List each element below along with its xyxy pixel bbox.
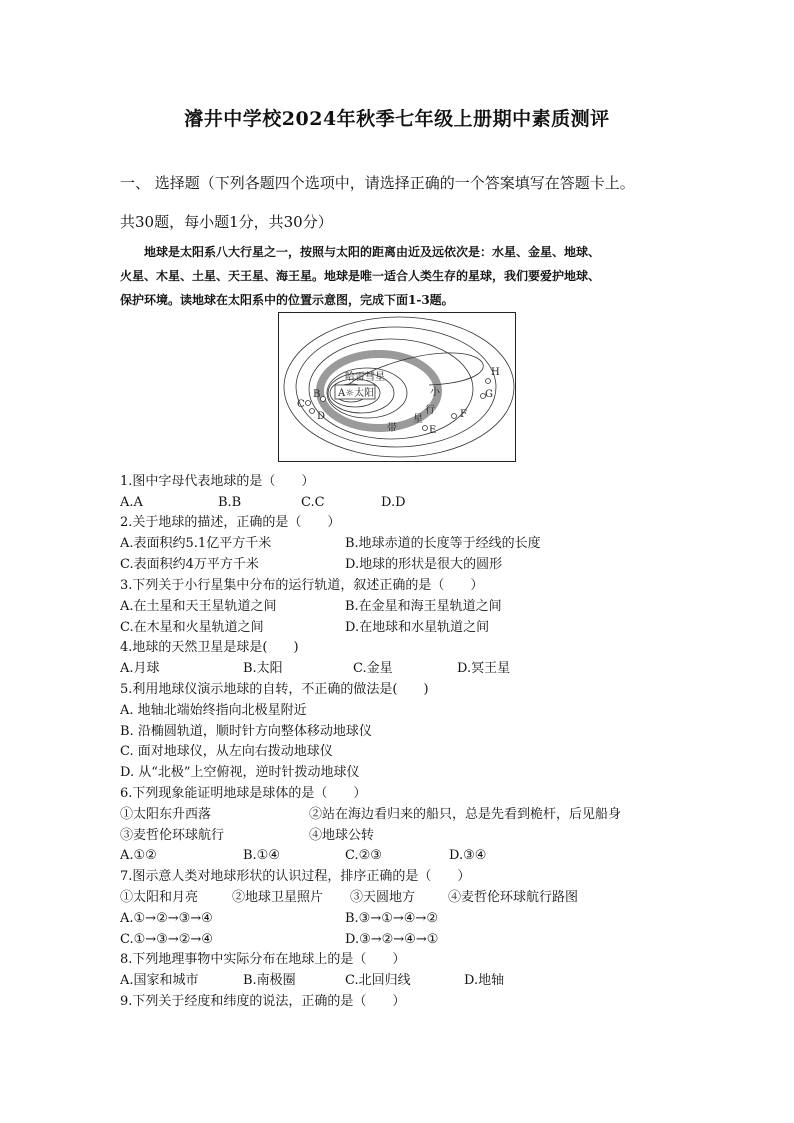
question-stem: 6.下列现象能证明地球是球体的是（ ） [120, 786, 367, 801]
answer-option: A.月球 [120, 661, 160, 676]
question-stem: 5.利用地球仪演示地球的自转，不正确的做法是( ) [120, 682, 429, 697]
answer-option: C.表面积约4万平方千米 [120, 557, 259, 572]
comet-label: 哈雷彗星 [345, 372, 385, 383]
answer-option: A.国家和城市 [120, 973, 199, 988]
question-stem: 8.下列地理事物中实际分布在地球上的是（ ） [120, 952, 406, 967]
question-stem: 7.图示意人类对地球形状的认识过程，排序正确的是（ ） [120, 869, 471, 884]
answer-option: D.地球的形状是很大的圆形 [345, 557, 503, 572]
asteroid-belt-label: 星 [413, 414, 423, 425]
asteroid-belt-label: 小 [430, 387, 440, 398]
answer-option: C.②③ [345, 848, 382, 863]
planet-label-d: D [317, 411, 326, 422]
planet-marker-b [321, 397, 326, 402]
passage-line: 保护环境。读地球在太阳系中的位置示意图，完成下面1-3题。 [120, 293, 454, 307]
solar-system-svg [279, 313, 515, 461]
planet-label-h: H [491, 367, 500, 378]
page-title: 濬井中学校2024年秋季七年级上册期中素质测评 [184, 108, 610, 130]
answer-option: B.①④ [243, 848, 280, 863]
answer-option: C.在木星和火星轨道之间 [120, 620, 264, 635]
asteroid-belt-label: 带 [387, 423, 397, 434]
answer-option: D. 从“北极”上空俯视，逆时针拨动地球仪 [120, 765, 360, 780]
statement-item: ①太阳和月亮 [120, 890, 199, 905]
sun-label: A☼太阳 [338, 388, 375, 399]
reading-passage [120, 240, 685, 312]
statement-item: ②地球卫星照片 [232, 890, 324, 905]
answer-option: B. 沿椭圆轨道，顺时针方向整体移动地球仪 [120, 724, 372, 739]
passage-line: 火星、木星、土星、天王星、海王星。地球是唯一适合人类生存的星球，我们要爱护地球、 [120, 269, 601, 283]
question-stem: 4.地球的天然卫星是球是( ) [120, 640, 299, 655]
planet-marker-h [486, 379, 491, 384]
statement-item: ①太阳东升西落 [120, 807, 212, 822]
answer-option: B.太阳 [243, 661, 283, 676]
answer-option: B.南极圈 [243, 973, 296, 988]
answer-option: C.①→③→②→④ [120, 932, 213, 947]
answer-option: D.③→②→④→① [345, 932, 439, 947]
answer-option: C. 面对地球仪，从左向右拨动地球仪 [120, 744, 333, 759]
answer-option: D.③④ [449, 848, 487, 863]
answer-option: A.A [120, 495, 143, 510]
answer-option: B.地球赤道的长度等于经线的长度 [345, 536, 541, 551]
planet-label-g: G [485, 389, 493, 400]
question-stem: 1.图中字母代表地球的是（ ） [120, 474, 315, 489]
solar-system-diagram [278, 312, 516, 462]
planet-label-c: C [297, 399, 305, 410]
answer-option: B.在金星和海王星轨道之间 [345, 599, 502, 614]
statement-item: ②站在海边看归来的船只，总是先看到桅杆，后见船身 [309, 807, 622, 822]
statement-item: ③天圆地方 [350, 890, 416, 905]
statement-item: ③麦哲伦环球航行 [120, 828, 225, 843]
passage-line: 地球是太阳系八大行星之一，按照与太阳的距离由近及远依次是：水星、金星、地球、 [144, 245, 601, 259]
statement-item: ④地球公转 [309, 828, 375, 843]
planet-label-f: F [460, 409, 467, 420]
planet-marker-f [452, 414, 457, 419]
answer-option: A.表面积约5.1亿平方千米 [120, 536, 272, 551]
asteroid-belt-label: 行 [425, 405, 435, 416]
question-stem: 9.下列关于经度和纬度的说法，正确的是（ ） [120, 994, 406, 1009]
question-stem: 2.关于地球的描述，正确的是（ ） [120, 515, 341, 530]
section-heading: 一、 选择题（下列各题四个选项中，请选择正确的一个答案填写在答题卡上。 [120, 174, 635, 192]
statement-item: ④麦哲伦环球航行路图 [448, 890, 579, 905]
answer-option: C.金星 [353, 661, 393, 676]
answer-option: D.在地球和水星轨道之间 [345, 620, 490, 635]
answer-option: A.在土星和天王星轨道之间 [120, 599, 277, 614]
question-stem: 3.下列关于小行星集中分布的运行轨道，叙述正确的是（ ） [120, 578, 484, 593]
answer-option: D.D [381, 495, 406, 510]
planet-marker-d [310, 409, 315, 414]
answer-option: A.①→②→③→④ [120, 911, 213, 926]
answer-option: D.冥王星 [457, 661, 511, 676]
planet-marker-c [306, 401, 311, 406]
answer-option: A. 地轴北端始终指向北极星附近 [120, 703, 307, 718]
answer-option: A.①② [120, 848, 157, 863]
answer-option: B.③→①→④→② [345, 911, 438, 926]
section-heading-cont: 共30题，每小题1分，共30分） [120, 213, 333, 231]
answer-option: B.B [218, 495, 242, 510]
answer-option: D.地轴 [464, 973, 505, 988]
planet-label-e: E [429, 425, 437, 436]
answer-option: C.C [301, 495, 325, 510]
planet-label-b: B [313, 389, 321, 400]
planet-marker-e [423, 426, 428, 431]
answer-option: C.北回归线 [345, 973, 411, 988]
